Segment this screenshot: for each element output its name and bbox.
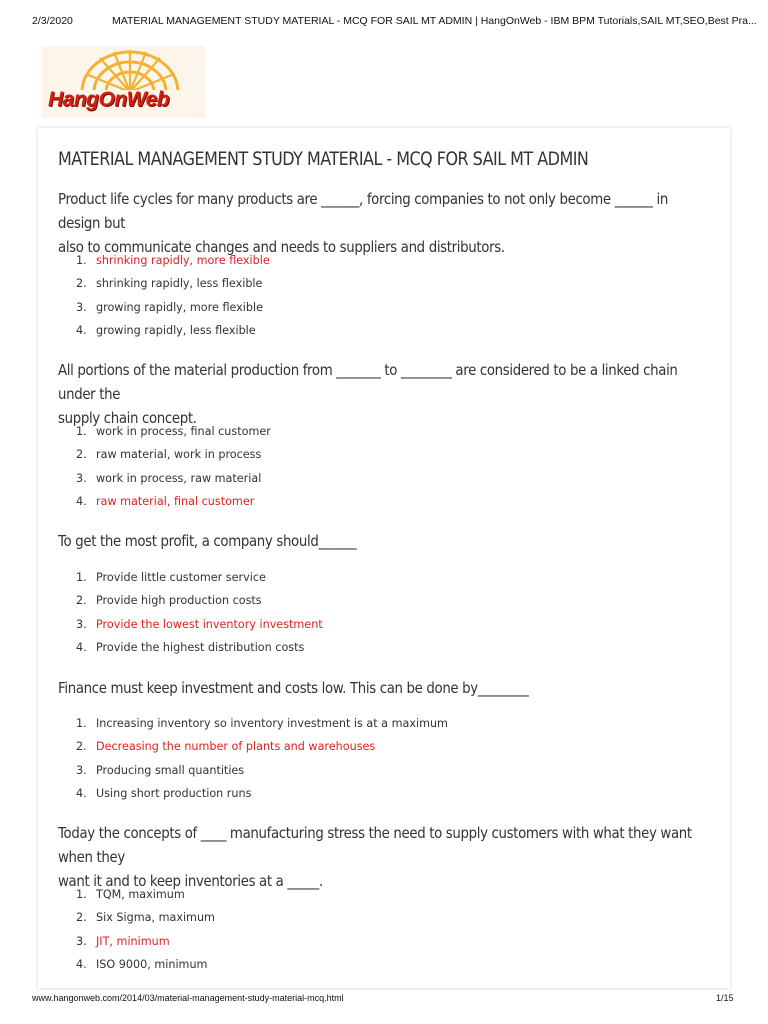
option-number: 2. [76, 740, 87, 754]
option-text: Using short production runs [96, 786, 252, 800]
option-text: Decreasing the number of plants and warehouses [96, 740, 376, 754]
option-number: 4. [76, 786, 87, 800]
option-number: 1. [76, 254, 87, 267]
option-text: Provide little customer service [96, 571, 266, 584]
option-number: 4. [76, 494, 87, 508]
option-number: 2. [76, 277, 87, 291]
question-2-text [58, 358, 712, 430]
option-text: Provide the highest distribution costs [96, 640, 305, 654]
option-text: shrinking rapidly, more flexible [96, 254, 270, 267]
option-number: 1. [76, 571, 87, 584]
option-text: work in process, raw material [96, 471, 262, 485]
question-line: also to communicate changes and needs to suppliers and distributors. [58, 238, 505, 256]
print-title: MATERIAL MANAGEMENT STUDY MATERIAL - MCQ FOR SAIL MT ADMIN | HangOnWeb - IBM BPM Tutorials,SAIL MT,SEO,Best Pra... [112, 15, 757, 27]
question-line: All portions of the material production from _______ to ________ are considered to be a linked chain under the [58, 361, 678, 403]
option-number: 4. [76, 323, 87, 337]
option-number: 3. [76, 617, 87, 631]
page-number: 1/15 [716, 993, 734, 1003]
option-text: Provide the lowest inventory investment [96, 617, 323, 631]
option-text: Six Sigma, maximum [96, 911, 215, 925]
option-text: JIT, minimum [96, 934, 170, 948]
question-3-text [58, 529, 712, 553]
question-line: Finance must keep investment and costs low. This can be done by________ [58, 679, 529, 697]
question-line: Product life cycles for many products are ______, forcing companies to not only become ______ in design but [58, 190, 668, 232]
option-number: 1. [76, 888, 87, 901]
option-number: 1. [76, 717, 87, 730]
option-number: 2. [76, 594, 87, 608]
option-text: Increasing inventory so inventory investment is at a maximum [96, 717, 448, 730]
print-date: 2/3/2020 [32, 15, 73, 27]
site-logo[interactable] [42, 46, 205, 118]
option-number: 2. [76, 911, 87, 925]
option-text: TQM, maximum [96, 888, 185, 901]
option-number: 3. [76, 300, 87, 314]
option-text: growing rapidly, more flexible [96, 300, 264, 314]
option-text: raw material, work in process [96, 448, 262, 462]
option-text: shrinking rapidly, less flexible [96, 277, 263, 291]
option-number: 2. [76, 448, 87, 462]
logo-text: HangOnWeb [48, 88, 170, 111]
question-5-text [58, 821, 712, 893]
option-number: 1. [76, 425, 87, 438]
question-line: supply chain concept. [58, 409, 197, 427]
question-line: want it and to keep inventories at a _____. [58, 872, 323, 890]
option-number: 4. [76, 957, 87, 971]
question-line: To get the most profit, a company should______ [58, 532, 357, 550]
option-number: 3. [76, 934, 87, 948]
option-number: 3. [76, 763, 87, 777]
question-line: Today the concepts of ____ manufacturing stress the need to supply customers with what they want when they [58, 824, 692, 866]
question-4-text [58, 676, 712, 700]
print-header [0, 0, 768, 40]
option-text: Producing small quantities [96, 763, 245, 777]
option-number: 4. [76, 640, 87, 654]
option-text: raw material, final customer [96, 494, 255, 508]
option-text: Provide high production costs [96, 594, 262, 608]
footer-url: www.hangonweb.com/2014/03/material-management-study-material-mcq.html [32, 993, 344, 1003]
option-text: growing rapidly, less flexible [96, 323, 256, 337]
question-1-text [58, 187, 712, 259]
page-title: MATERIAL MANAGEMENT STUDY MATERIAL - MCQ FOR SAIL MT ADMIN [58, 148, 589, 170]
option-number: 3. [76, 471, 87, 485]
option-text: ISO 9000, minimum [96, 957, 208, 971]
option-text: work in process, final customer [96, 425, 271, 438]
